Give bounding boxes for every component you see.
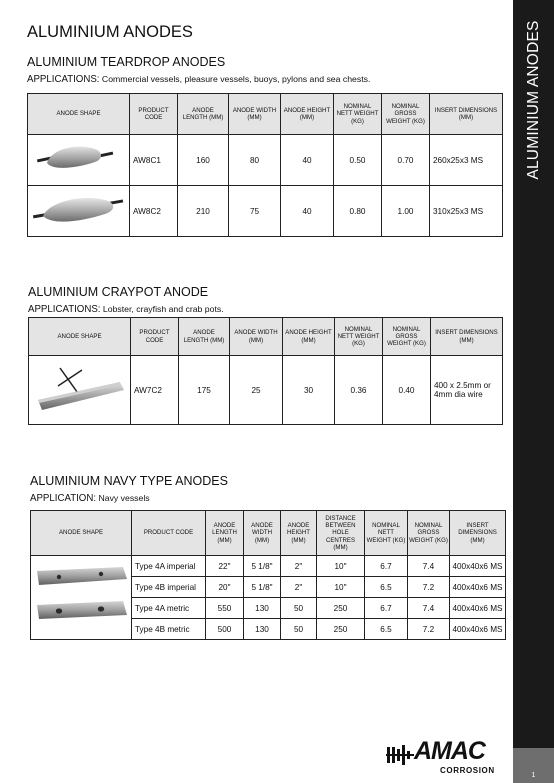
sidebar xyxy=(513,0,554,783)
length-cell: 20" xyxy=(206,577,244,598)
craypot-title: ALUMINIUM CRAYPOT ANODE xyxy=(28,285,209,299)
header-cell: NOMINAL NETT WEIGHT (KG) xyxy=(365,511,408,556)
product-code: AW8C1 xyxy=(130,135,178,186)
table-header-row xyxy=(31,511,506,556)
gross-weight-cell: 7.4 xyxy=(408,556,450,577)
table-row xyxy=(28,135,503,186)
hole-distance-cell: 250 xyxy=(317,598,365,619)
header-cell: ANODE LENGTH (MM) xyxy=(206,511,244,556)
insert-cell: 400x40x6 MS xyxy=(450,598,506,619)
height-cell: 40 xyxy=(281,135,334,186)
length-cell: 22" xyxy=(206,556,244,577)
navy-title: ALUMINIUM NAVY TYPE ANODES xyxy=(30,474,228,488)
height-cell: 2" xyxy=(281,556,317,577)
gross-weight-cell: 7.2 xyxy=(408,619,450,640)
height-cell: 40 xyxy=(281,186,334,237)
length-cell: 175 xyxy=(179,356,230,425)
teardrop-anode-large-image xyxy=(29,186,129,234)
teardrop-table xyxy=(27,93,503,237)
header-cell: ANODE LENGTH (MM) xyxy=(179,318,230,356)
gross-weight-cell: 0.70 xyxy=(382,135,430,186)
amac-logo xyxy=(386,737,506,775)
nett-weight-cell: 6.7 xyxy=(365,556,408,577)
teardrop-anode-small-image xyxy=(29,135,129,183)
height-cell: 2" xyxy=(281,577,317,598)
insert-cell: 400x40x6 MS xyxy=(450,556,506,577)
width-cell: 5 1/8" xyxy=(244,577,281,598)
navy-anode-image xyxy=(31,557,131,637)
anode-image-aw8c2 xyxy=(28,186,130,237)
header-cell: ANODE WIDTH (MM) xyxy=(229,94,281,135)
height-cell: 50 xyxy=(281,598,317,619)
width-cell: 130 xyxy=(244,619,281,640)
product-code: Type 4B imperial xyxy=(132,577,206,598)
header-cell: PRODUCT CODE xyxy=(132,511,206,556)
header-cell: INSERT DIMENSIONS (MM) xyxy=(431,318,503,356)
insert-cell: 260x25x3 MS xyxy=(430,135,503,186)
insert-cell: 310x25x3 MS xyxy=(430,186,503,237)
header-cell: ANODE HEIGHT (MM) xyxy=(281,511,317,556)
nett-weight-cell: 6.5 xyxy=(365,619,408,640)
length-cell: 550 xyxy=(206,598,244,619)
hole-distance-cell: 250 xyxy=(317,619,365,640)
insert-cell: 400 x 2.5mm or 4mm dia wire xyxy=(431,356,503,425)
nett-weight-cell: 0.36 xyxy=(335,356,383,425)
header-cell: PRODUCT CODE xyxy=(131,318,179,356)
page-number: 1 xyxy=(531,772,536,779)
height-cell: 50 xyxy=(281,619,317,640)
table-header-row xyxy=(29,318,503,356)
width-cell: 80 xyxy=(229,135,281,186)
navy-table xyxy=(30,510,506,640)
product-code: AW7C2 xyxy=(131,356,179,425)
length-cell: 210 xyxy=(178,186,229,237)
header-cell: PRODUCT CODE xyxy=(130,94,178,135)
nett-weight-cell: 0.50 xyxy=(334,135,382,186)
width-cell: 25 xyxy=(230,356,283,425)
hole-distance-cell: 10" xyxy=(317,577,365,598)
hole-distance-cell: 10" xyxy=(317,556,365,577)
header-cell: ANODE HEIGHT (MM) xyxy=(281,94,334,135)
anode-image-navy xyxy=(31,556,132,640)
anode-image-aw7c2 xyxy=(29,356,131,425)
product-code: AW8C2 xyxy=(130,186,178,237)
header-cell: ANODE HEIGHT (MM) xyxy=(283,318,335,356)
page-title: ALUMINIUM ANODES xyxy=(27,23,193,41)
header-cell: ANODE SHAPE xyxy=(29,318,131,356)
gross-weight-cell: 7.4 xyxy=(408,598,450,619)
header-cell: ANODE WIDTH (MM) xyxy=(230,318,283,356)
table-header-row xyxy=(28,94,503,135)
logo-subtitle: CORROSION xyxy=(440,766,495,775)
page-number-box xyxy=(513,748,554,783)
navy-applications: APPLICATION: Navy vessels xyxy=(30,493,150,504)
insert-cell: 400x40x6 MS xyxy=(450,619,506,640)
nett-weight-cell: 6.5 xyxy=(365,577,408,598)
header-cell: INSERT DIMENSIONS (MM) xyxy=(430,94,503,135)
teardrop-title: ALUMINIUM TEARDROP ANODES xyxy=(27,55,226,69)
table-row xyxy=(31,556,506,577)
gross-weight-cell: 7.2 xyxy=(408,577,450,598)
header-cell: NOMINAL NETT WEIGHT (KG) xyxy=(334,94,382,135)
table-row xyxy=(28,186,503,237)
width-cell: 130 xyxy=(244,598,281,619)
header-cell: ANODE WIDTH (MM) xyxy=(244,511,281,556)
product-code: Type 4A metric xyxy=(132,598,206,619)
header-cell: NOMINAL GROSS WEIGHT (KG) xyxy=(382,94,430,135)
header-cell: NOMINAL NETT WEIGHT (KG) xyxy=(335,318,383,356)
sidebar-title: ALUMINIUM ANODES xyxy=(524,20,542,180)
header-cell: NOMINAL GROSS WEIGHT (KG) xyxy=(408,511,450,556)
nett-weight-cell: 6.7 xyxy=(365,598,408,619)
header-cell: NOMINAL GROSS WEIGHT (KG) xyxy=(383,318,431,356)
gross-weight-cell: 1.00 xyxy=(382,186,430,237)
product-code: Type 4B metric xyxy=(132,619,206,640)
teardrop-applications: APPLICATIONS: Commercial vessels, pleasure vessels, buoys, pylons and sea chests. xyxy=(27,74,371,85)
craypot-table xyxy=(28,317,503,425)
gross-weight-cell: 0.40 xyxy=(383,356,431,425)
insert-cell: 400x40x6 MS xyxy=(450,577,506,598)
header-cell: ANODE LENGTH (MM) xyxy=(178,94,229,135)
header-cell: ANODE SHAPE xyxy=(28,94,130,135)
craypot-anode-image xyxy=(30,356,130,422)
width-cell: 5 1/8" xyxy=(244,556,281,577)
product-code: Type 4A imperial xyxy=(132,556,206,577)
width-cell: 75 xyxy=(229,186,281,237)
header-cell: INSERT DIMENSIONS (MM) xyxy=(450,511,506,556)
header-cell: ANODE SHAPE xyxy=(31,511,132,556)
header-cell: DISTANCE BETWEEN HOLE CENTRES (MM) xyxy=(317,511,365,556)
anode-image-aw8c1 xyxy=(28,135,130,186)
craypot-applications: APPLICATIONS: Lobster, crayfish and crab pots. xyxy=(28,304,224,315)
length-cell: 160 xyxy=(178,135,229,186)
length-cell: 500 xyxy=(206,619,244,640)
table-row xyxy=(29,356,503,425)
nett-weight-cell: 0.80 xyxy=(334,186,382,237)
logo-mark-icon xyxy=(386,743,416,767)
logo-wordmark: AMAC xyxy=(414,737,485,765)
height-cell: 30 xyxy=(283,356,335,425)
